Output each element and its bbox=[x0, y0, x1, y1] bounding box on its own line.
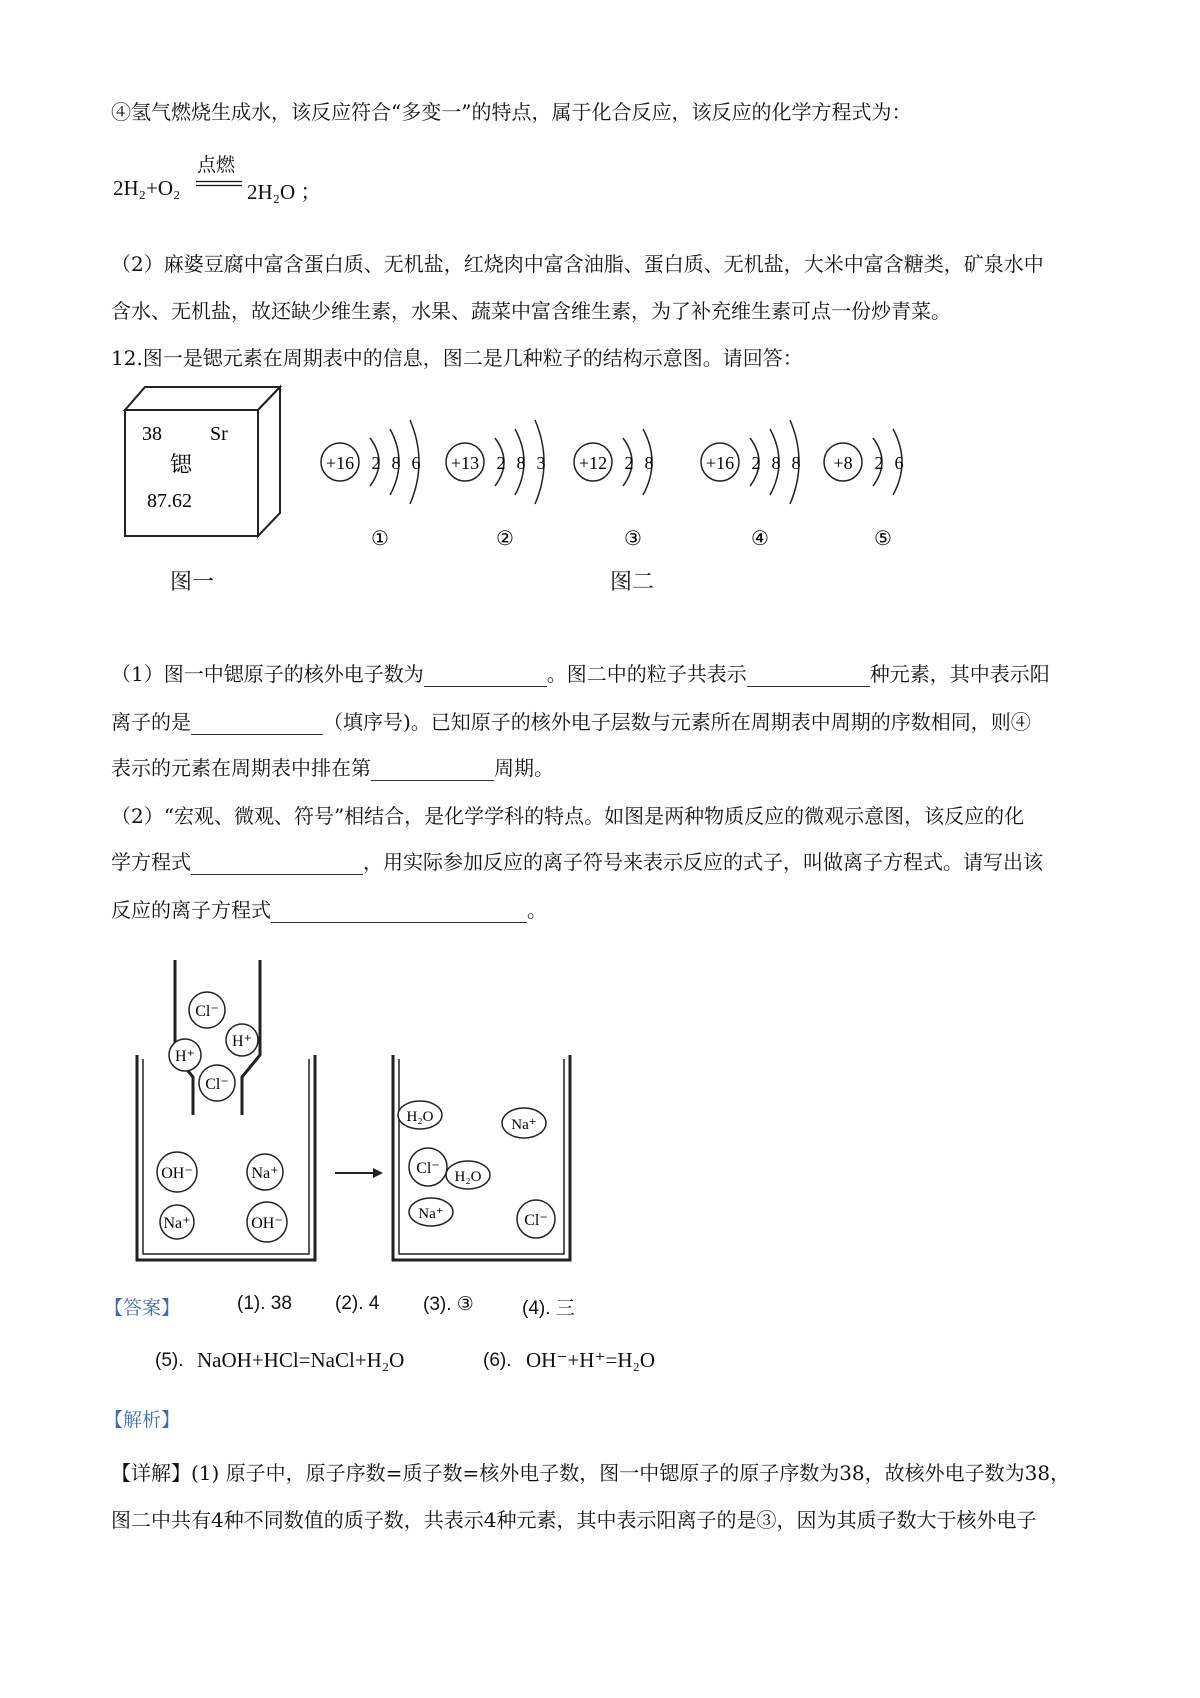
question-12-title: 12.图一是锶元素在周期表中的信息，图二是几种粒子的结构示意图。请回答： bbox=[111, 346, 803, 370]
ion-na-right-2 bbox=[409, 1198, 453, 1226]
particle-label: ① bbox=[371, 528, 389, 550]
ion-oh-left-1 bbox=[157, 1152, 197, 1192]
ion-na-left-1 bbox=[247, 1154, 283, 1190]
particle-diagram bbox=[574, 429, 654, 550]
blank-element-count[interactable] bbox=[747, 666, 870, 687]
blank-period[interactable] bbox=[371, 760, 494, 781]
nucleus-charge: +13 bbox=[450, 453, 480, 473]
shell-electron-count: 2 bbox=[751, 453, 761, 473]
shell-electron-count: 6 bbox=[411, 453, 421, 473]
reaction-micro-diagram bbox=[125, 955, 605, 1275]
detail-tag: 【详解】 bbox=[111, 1461, 191, 1485]
detail-text-1: (1) 原子中，原子序数=质子数=核外电子数，图一中锶原子的原子序数为38，故核外电子数为38， bbox=[191, 1461, 1071, 1485]
ion-na-left-2 bbox=[160, 1205, 194, 1239]
element-atomic-number: 38 bbox=[142, 423, 162, 445]
answer-1: (1). 38 bbox=[237, 1293, 292, 1314]
shell-electron-count: 8 bbox=[771, 453, 781, 473]
particle-diagram bbox=[824, 429, 904, 550]
blank-cation[interactable] bbox=[191, 714, 323, 735]
ion-cl-right-1 bbox=[409, 1148, 447, 1186]
particle-label: ④ bbox=[751, 528, 769, 550]
shell-electron-count: 2 bbox=[496, 453, 506, 473]
figure-2-caption: 图二 bbox=[610, 570, 655, 595]
ion-h2o-right-2 bbox=[446, 1161, 490, 1189]
svg-text:Na⁺: Na⁺ bbox=[418, 1206, 444, 1222]
s1-text-a: （1）图一中锶原子的核外电子数为 bbox=[111, 662, 424, 686]
s1-text-d: 离子的是 bbox=[111, 710, 191, 734]
svg-text:Na⁺: Na⁺ bbox=[251, 1165, 279, 1182]
svg-text:Na⁺: Na⁺ bbox=[163, 1215, 191, 1232]
s2-text-b: 学方程式 bbox=[111, 850, 191, 874]
shell-electron-count: 2 bbox=[624, 453, 634, 473]
ion-cl-right-2 bbox=[517, 1200, 555, 1238]
s1-text-e: （填序号)。已知原子的核外电子层数与元素所在周期表中周期的序数相同，则④ bbox=[323, 710, 1031, 734]
svg-text:OH⁻: OH⁻ bbox=[251, 1215, 283, 1232]
element-symbol: Sr bbox=[210, 423, 228, 445]
shell-electron-count: 8 bbox=[791, 453, 801, 473]
nucleus-charge: +16 bbox=[325, 453, 355, 473]
blank-chemical-equation[interactable] bbox=[191, 854, 363, 875]
svg-text:Cl⁻: Cl⁻ bbox=[205, 1076, 229, 1093]
subquestion-1-line2 bbox=[111, 706, 1031, 735]
blank-ionic-equation[interactable] bbox=[271, 902, 527, 923]
ion-cl-funnel-1 bbox=[189, 992, 225, 1028]
s1-text-f: 表示的元素在周期表中排在第 bbox=[111, 756, 371, 780]
equation-arrow bbox=[196, 180, 242, 188]
particle-diagram bbox=[701, 420, 801, 550]
answer-5-equation: NaOH+HCl=NaCl+H₂O bbox=[197, 1348, 405, 1372]
detail-line2: 图二中共有4种不同数值的质子数，共表示4种元素，其中表示阳离子的是③，因为其质子数大于核外电子 bbox=[111, 1508, 1037, 1532]
subquestion-1-line3 bbox=[111, 752, 554, 781]
ion-h-funnel-2 bbox=[169, 1039, 201, 1071]
subquestion-2-line2 bbox=[111, 846, 1043, 875]
ion-cl-funnel-2 bbox=[199, 1065, 235, 1101]
subquestion-1-line1 bbox=[111, 658, 1050, 687]
paragraph-vitamin-line2: 含水、无机盐，故还缺少维生素，水果、蔬菜中富含维生素，为了补充维生素可点一份炒青菜。 bbox=[111, 299, 951, 323]
svg-text:Cl⁻: Cl⁻ bbox=[195, 1003, 219, 1020]
element-name: 锶 bbox=[170, 453, 193, 478]
particle-label: ② bbox=[496, 528, 514, 550]
shell-electron-count: 3 bbox=[536, 453, 546, 473]
s1-text-g: 周期。 bbox=[494, 756, 554, 780]
blank-electron-count[interactable] bbox=[424, 666, 547, 687]
ion-h2o-right-1 bbox=[398, 1101, 442, 1129]
nucleus-charge: +16 bbox=[705, 453, 735, 473]
s2-text-e: 。 bbox=[527, 898, 547, 922]
nucleus-charge: +12 bbox=[578, 453, 608, 473]
particle-label: ⑤ bbox=[874, 528, 892, 550]
subquestion-2-line1: （2）“宏观、微观、符号”相结合，是化学学科的特点。如图是两种物质反应的微观示意图，该反应的化 bbox=[111, 804, 1025, 828]
answer-tag: 【答案】 bbox=[104, 1297, 181, 1319]
ion-na-right-1 bbox=[502, 1108, 546, 1138]
s2-text-d: 反应的离子方程式 bbox=[111, 898, 271, 922]
figure-1-caption: 图一 bbox=[170, 570, 215, 595]
paragraph-hydrogen-combustion: ④氢气燃烧生成水，该反应符合“多变一”的特点，属于化合反应，该反应的化学方程式为： bbox=[111, 100, 912, 124]
answer-6-equation: OH⁻+H⁺=H₂O bbox=[526, 1348, 656, 1372]
s1-text-c: 种元素，其中表示阳 bbox=[869, 662, 1050, 686]
shell-electron-count: 6 bbox=[894, 453, 904, 473]
shell-electron-count: 2 bbox=[874, 453, 884, 473]
answer-3: (3). ③ bbox=[423, 1294, 474, 1315]
analysis-tag: 【解析】 bbox=[104, 1409, 181, 1431]
svg-text:Cl⁻: Cl⁻ bbox=[524, 1212, 548, 1229]
equation-condition: 点燃 bbox=[197, 155, 236, 176]
svg-text:Cl⁻: Cl⁻ bbox=[416, 1160, 440, 1177]
svg-text:H₂O: H₂O bbox=[454, 1169, 482, 1185]
svg-text:Na⁺: Na⁺ bbox=[511, 1117, 537, 1133]
figure-2-particles bbox=[300, 395, 960, 555]
shell-electron-count: 2 bbox=[371, 453, 381, 473]
particle-label: ③ bbox=[624, 528, 642, 550]
equation-right: 2H₂O ； bbox=[247, 180, 322, 204]
shell-electron-count: 8 bbox=[516, 453, 526, 473]
answer-4: (4). 三 bbox=[522, 1298, 575, 1319]
paragraph-vitamin-line1: （2）麻婆豆腐中富含蛋白质、无机盐，红烧肉中富含油脂、蛋白质、无机盐，大米中富含糖类，矿泉水中 bbox=[111, 252, 1044, 276]
equation-left: 2H₂+O₂ bbox=[113, 176, 181, 200]
svg-text:H⁺: H⁺ bbox=[175, 1048, 195, 1065]
svg-text:OH⁻: OH⁻ bbox=[161, 1165, 193, 1182]
svg-text:H⁺: H⁺ bbox=[232, 1033, 252, 1050]
s1-text-b: 。图二中的粒子共表示 bbox=[546, 662, 747, 686]
shell-electron-count: 8 bbox=[391, 453, 401, 473]
detail-line1 bbox=[111, 1457, 1070, 1486]
subquestion-2-line3 bbox=[111, 894, 547, 923]
particle-diagram bbox=[321, 420, 421, 550]
shell-electron-count: 8 bbox=[644, 453, 654, 473]
answer-6-label: (6). bbox=[483, 1350, 512, 1371]
particle-diagram bbox=[446, 420, 546, 550]
svg-text:H₂O: H₂O bbox=[406, 1109, 434, 1125]
answer-2: (2). 4 bbox=[335, 1293, 380, 1314]
s2-text-c: ，用实际参加反应的离子符号来表示反应的式子，叫做离子方程式。请写出该 bbox=[363, 850, 1043, 874]
figure-1-element-tile bbox=[120, 380, 290, 560]
ion-h-funnel-1 bbox=[226, 1024, 258, 1056]
ion-oh-left-2 bbox=[247, 1202, 287, 1242]
nucleus-charge: +8 bbox=[833, 453, 853, 473]
answer-5-label: (5). bbox=[155, 1350, 184, 1371]
element-atomic-mass: 87.62 bbox=[147, 490, 192, 512]
